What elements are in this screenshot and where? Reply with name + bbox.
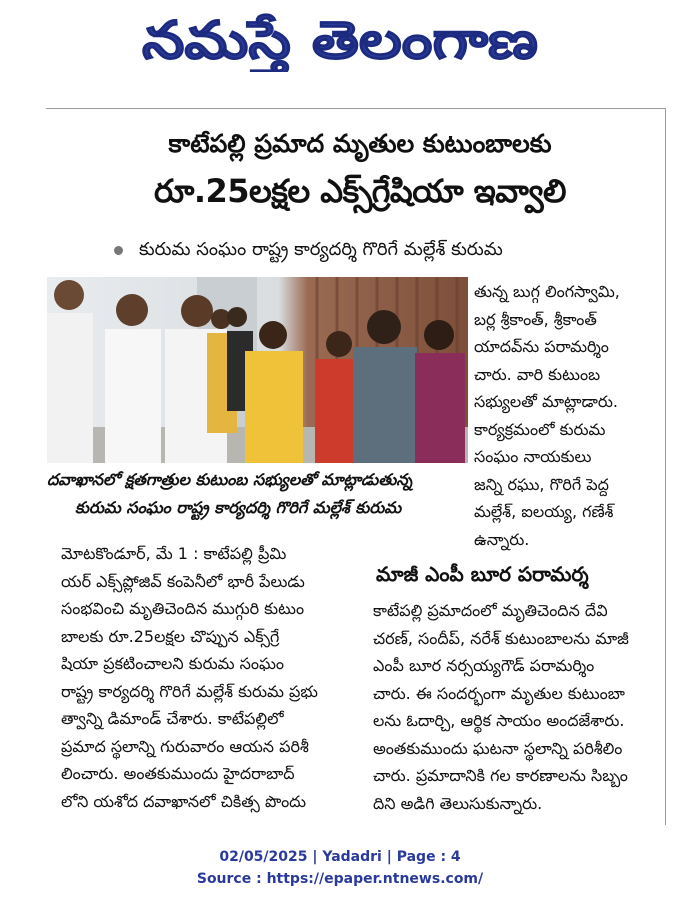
text-line: చారు. వారి కుటుంబ <box>474 364 601 384</box>
text-line: కార్యక్రమంలో కురుమ <box>474 419 606 439</box>
text-line: చారు. ఈ సందర్భంగా మృతుల కుటుంబా <box>373 683 625 703</box>
caption-line-1: దవాఖానలో క్షతగాత్రుల కుటుంబ సభ్యులతో మాట్లాడుతున్న <box>47 470 413 489</box>
text-line: చారు. ప్రమాదానికి గల కారణాలను సిబ్బం <box>373 766 628 785</box>
newspaper-logo <box>138 6 542 72</box>
text-line: యర్ ఎక్స్‌ప్లోజివ్ కంపెనీలో భారీ పేలుడు <box>61 571 305 591</box>
text-line: ప్రమాద స్థలాన్ని గురువారం ఆయన పరిశీ <box>61 736 309 756</box>
photo-caption <box>47 466 467 522</box>
text-line: త్వాన్ని డిమాండ్ చేశారు. కాటేపల్లిలో <box>61 709 284 728</box>
caption-line-2: కురుమ సంఘం రాష్ట్ర కార్యదర్శి గొరిగే మల్లేశ్ కురుమ <box>75 498 402 517</box>
subheadline-text: కురుమ సంఘం రాష్ట్ర కార్యదర్శి గొరిగే మల్లేశ్ కురుమ <box>139 239 503 260</box>
text-line: షియా ప్రకటించాలని కురుమ సంఘం <box>61 654 285 673</box>
bullet-icon <box>114 246 123 255</box>
text-line: యాదవ్‌ను పరామర్శిం <box>474 337 609 356</box>
section-subheading: మాజీ ఎంపీ బూర పరామర్శ <box>376 562 589 586</box>
text-line: లను ఓదార్చి, ఆర్థిక సాయం అందజేశారు. <box>373 711 625 730</box>
headline-line-2: రూ.25లక్షల ఎక్స్‌గ్రేషియా ఇవ్వాలి <box>154 172 566 210</box>
footer-date-line: 02/05/2025 | Yadadri | Page : 4 <box>219 849 461 865</box>
text-line: మల్లేశ్, ఐలయ్య, గణేశ్ <box>474 502 614 521</box>
text-line: జన్ని రఘు, గొరిగే పెద్ద <box>474 474 609 494</box>
body-left-column <box>61 540 353 815</box>
body-right-column-2 <box>373 597 663 817</box>
text-line: బర్ల శ్రీకాంత్, శ్రీకాంత్ <box>474 309 597 329</box>
text-line: మోటకొండూర్, మే 1 : కాటేపల్లి ప్రీమి <box>61 544 287 563</box>
clip-border-right <box>665 108 666 825</box>
text-line: ఎంపీ బూర నర్సయ్యగౌడ్ పరామర్శిం <box>373 656 595 675</box>
text-line: అంతకుముందు ఘటనా స్థలాన్ని పరిశీలిం <box>373 738 623 758</box>
news-photo <box>47 277 468 463</box>
text-line: బాలకు రూ.25లక్షల చొప్పున ఎక్స్‌గ్రే <box>61 626 280 646</box>
text-line: లోని యశోద దవాఖానలో చికిత్స పొందు <box>61 791 307 811</box>
text-line: తున్న బుగ్గ లింగస్వామి, <box>474 282 620 301</box>
text-line: ఉన్నారు. <box>474 529 530 549</box>
text-line: సంభవించి మృతిచెందిన ముగ్గురి కుటుం <box>61 599 305 618</box>
headline-line-1: కాటేపల్లి ప్రమాద మృతుల కుటుంబాలకు <box>168 129 552 158</box>
subheadline <box>114 236 654 264</box>
masthead-title: నమస్తే తెలంగాణ <box>142 11 483 71</box>
clip-border-top <box>46 108 666 109</box>
text-line: సభ్యులతో మాట్లాడారు. <box>474 392 618 411</box>
footer-source-link[interactable]: Source : https://epaper.ntnews.com/ <box>196 871 484 887</box>
text-line: చరణ్, సందీప్, నరేశ్ కుటుంబాలను మాజీ <box>373 628 629 648</box>
text-line: దిని అడిగి తెలుసుకున్నారు. <box>373 793 543 813</box>
body-right-column <box>474 278 664 553</box>
text-line: లించారు. అంతకుముందు హైదరాబాద్ <box>61 764 295 783</box>
text-line: సంఘం నాయకులు <box>474 447 592 466</box>
text-line: రాష్ట్ర కార్యదర్శి గొరిగే మల్లేశ్ కురుమ ప్రభు <box>61 681 318 701</box>
footer <box>0 846 680 890</box>
text-line: కాటేపల్లి ప్రమాదంలో మృతిచెందిన దేవి <box>373 601 608 620</box>
